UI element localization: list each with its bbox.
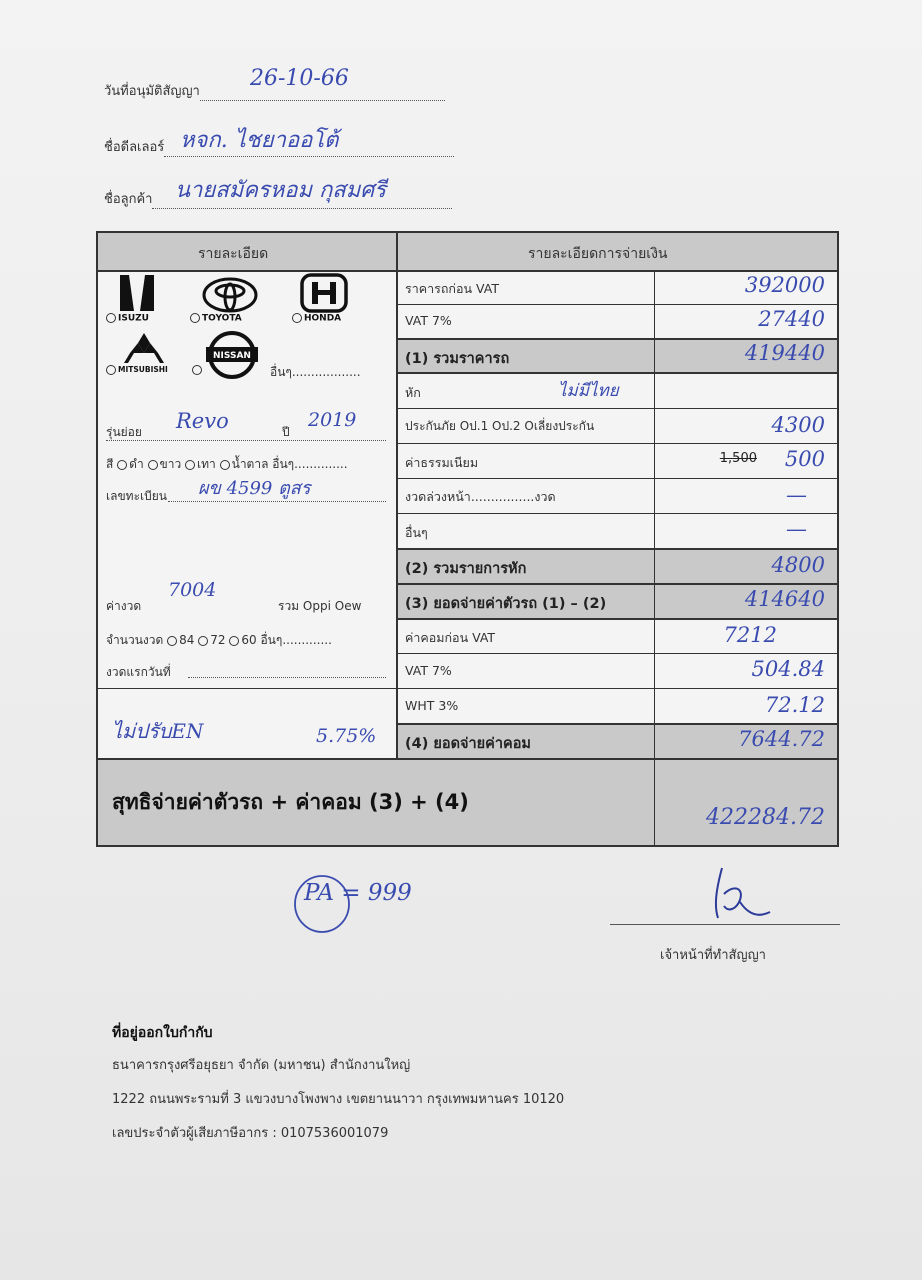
customer-value: นายสมัครหอม กุสมศรี xyxy=(175,178,386,203)
color-field: สี ดำ ขาว เทา น้ำตาล อื่นๆ.............. xyxy=(106,457,348,471)
brand-nissan[interactable] xyxy=(192,365,204,376)
rate-note: ไม่ปรับEN xyxy=(112,719,204,743)
deduct-note: ไม่มีไทย xyxy=(558,381,619,401)
amount-subtotal3: 414640 xyxy=(744,587,825,611)
row-other-label: อื่นๆ xyxy=(405,525,428,540)
year-value: 2019 xyxy=(308,409,357,431)
amount-subtotal1: 419440 xyxy=(744,341,825,365)
rate-value: 5.75% xyxy=(316,725,377,747)
amount-price: 392000 xyxy=(744,273,825,297)
officer-signature xyxy=(700,860,780,930)
fee-struck: 1,500 xyxy=(719,451,757,466)
installment-label: ค่างวด xyxy=(106,599,142,613)
officer-label: เจ้าหน้าที่ทำสัญญา xyxy=(660,948,766,963)
brand-isuzu[interactable]: ISUZU xyxy=(106,313,149,324)
payment-table xyxy=(96,231,839,847)
first-date-label: งวดแรกวันที่ xyxy=(106,665,171,679)
row-subtotal2-label: (2) รวมรายการหัก xyxy=(405,561,527,577)
count-field: จำนวนงวด 84 72 60 อื่นๆ............. xyxy=(106,633,332,647)
plate-value: ผข 4599 ตูสร xyxy=(198,478,311,499)
amount-fee: 500 xyxy=(784,447,825,471)
amount-subtotal4: 7644.72 xyxy=(738,727,825,751)
dealer-label: ชื่อดีลเลอร์ xyxy=(104,140,165,155)
customer-label: ชื่อลูกค้า xyxy=(104,192,153,207)
toyota-logo-icon xyxy=(202,277,258,313)
row-comm-label: ค่าคอมก่อน VAT xyxy=(405,630,496,645)
isuzu-logo-icon xyxy=(120,275,154,311)
row-subtotal1-label: (1) รวมราคารถ xyxy=(405,351,510,367)
row-price-label: ราคารถก่อน VAT xyxy=(405,281,499,296)
row-fee-label: ค่าธรรมเนียม xyxy=(405,455,479,470)
approval-date-value: 26-10-66 xyxy=(250,66,349,91)
brand-mitsubishi[interactable]: MITSUBISHI xyxy=(106,365,168,375)
row-subtotal3-label: (3) ยอดจ่ายค่าตัวรถ (1) – (2) xyxy=(405,596,607,612)
brand-honda[interactable]: HONDA xyxy=(292,313,341,324)
amount-advance: — xyxy=(786,483,807,507)
tax-id: เลขประจำตัวผู้เสียภาษีอากร : 0107536001079 xyxy=(112,1126,389,1141)
installment-total: รวม Oppi Oew xyxy=(278,599,362,613)
left-heading: รายละเอียด xyxy=(198,246,269,262)
approval-date-label: วันที่อนุมัติสัญญา xyxy=(104,84,200,99)
amount-subtotal2: 4800 xyxy=(771,553,825,577)
total-label: สุทธิจ่ายค่าตัวรถ + ค่าคอม (3) + (4) xyxy=(112,790,469,814)
total-value: 422284.72 xyxy=(706,805,825,830)
row-subtotal4-label: (4) ยอดจ่ายค่าคอม xyxy=(405,736,531,752)
color-label: สี xyxy=(106,457,114,471)
row-vat-label: VAT 7% xyxy=(405,313,452,328)
honda-logo-icon xyxy=(300,273,348,313)
address-title: ที่อยู่ออกใบกำกับ xyxy=(112,1025,213,1041)
amount-comm: 7212 xyxy=(723,623,777,647)
address-line1: ธนาคารกรุงศรีอยุธยา จำกัด (มหาชน) สำนักงานใหญ่ xyxy=(112,1058,411,1073)
row-wht-label: WHT 3% xyxy=(405,698,459,713)
installment-value: 7004 xyxy=(168,579,217,601)
row-comm-vat-label: VAT 7% xyxy=(405,663,452,678)
right-heading: รายละเอียดการจ่ายเงิน xyxy=(528,246,668,262)
row-insurance-label: ประกันภัย Oป.1 Oป.2 Oเลี่ยงประกัน xyxy=(405,419,595,433)
brand-toyota[interactable]: TOYOTA xyxy=(190,313,242,324)
row-advance-label: งวดล่วงหน้า................งวด xyxy=(405,489,556,504)
svg-text:NISSAN: NISSAN xyxy=(213,351,251,361)
amount-comm-vat: 504.84 xyxy=(751,657,825,681)
signature-line xyxy=(610,924,840,925)
year-label: ปี xyxy=(282,425,290,439)
pa-note: PA = 999 xyxy=(304,880,412,906)
mitsubishi-logo-icon xyxy=(124,333,164,367)
brand-other: อื่นๆ.................. xyxy=(270,365,361,379)
dealer-value: หจก. ไชยาออโต้ xyxy=(180,128,339,153)
plate-label: เลขทะเบียน xyxy=(106,489,167,503)
model-value: Revo xyxy=(176,409,229,433)
amount-insurance: 4300 xyxy=(771,413,825,437)
address-line2: 1222 ถนนพระรามที่ 3 แขวงบางโพงพาง เขตยานนาวา กรุงเทพมหานคร 10120 xyxy=(112,1092,565,1107)
amount-wht: 72.12 xyxy=(764,693,825,717)
nissan-logo-icon xyxy=(206,329,258,381)
amount-vat: 27440 xyxy=(758,307,825,331)
row-deduct-label: หัก xyxy=(405,385,421,400)
amount-other: — xyxy=(786,517,807,541)
model-label: รุ่นย่อย xyxy=(106,425,142,439)
